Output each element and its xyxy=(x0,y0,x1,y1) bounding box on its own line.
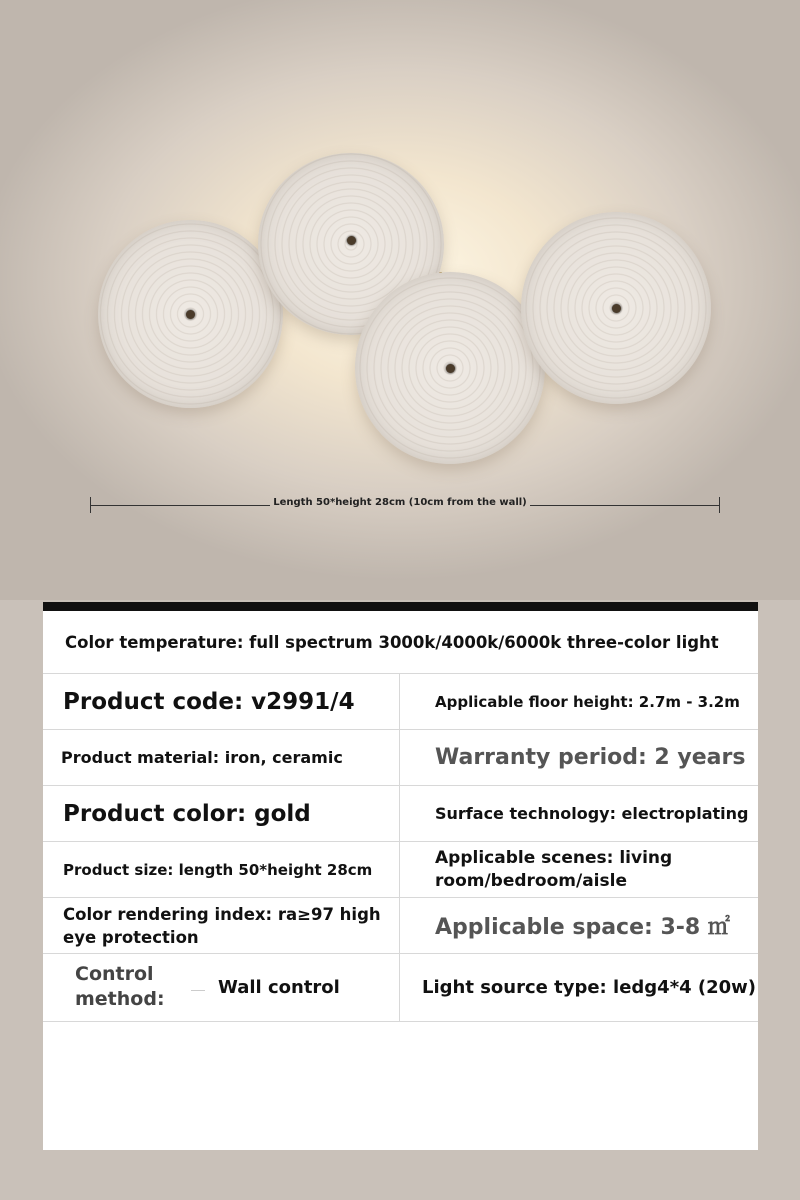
disc-center xyxy=(612,304,621,313)
color-rendering-index: Color rendering index: ra≥97 high eye protection xyxy=(43,898,400,953)
product-size: Product size: length 50*height 28cm xyxy=(43,842,400,897)
spec-table xyxy=(43,602,758,1150)
spec-row xyxy=(43,786,758,842)
product-color: Product color: gold xyxy=(43,786,400,841)
control-method-value: Wall control xyxy=(218,977,340,998)
spec-row xyxy=(43,674,758,730)
warranty-period: Warranty period: 2 years xyxy=(435,745,746,770)
product-code: Product code: v2991/4 xyxy=(43,674,400,729)
spec-row xyxy=(43,842,758,898)
disc-center xyxy=(347,236,356,245)
color-temperature: Color temperature: full spectrum 3000k/4000k/6000k three-color light xyxy=(65,632,719,652)
control-method-label: Control method: xyxy=(75,963,165,1010)
spec-row xyxy=(43,954,758,1022)
lamp-disc-4 xyxy=(521,212,711,404)
dimension-note: Length 50*height 28cm (10cm from the wall) xyxy=(273,497,527,508)
lamp-disc-1 xyxy=(98,220,283,408)
floor-height: Applicable floor height: 2.7m - 3.2m xyxy=(435,692,740,711)
dimension-tick-right xyxy=(719,497,720,513)
dimension-line-left xyxy=(90,505,270,506)
applicable-space: Applicable space: 3-8 ㎡ xyxy=(435,915,730,940)
spec-row xyxy=(43,898,758,954)
surface-technology: Surface technology: electroplating xyxy=(435,804,749,823)
dimension-line-right xyxy=(530,505,720,506)
light-source-type: Light source type: ledg4*4 (20w) xyxy=(422,977,757,998)
control-divider xyxy=(191,990,205,991)
spec-row xyxy=(43,611,758,674)
disc-center xyxy=(446,364,455,373)
control-method-cell xyxy=(43,954,400,1021)
disc-center xyxy=(186,310,195,319)
spec-row xyxy=(43,730,758,786)
product-material: Product material: iron, ceramic xyxy=(43,730,400,785)
applicable-scenes: Applicable scenes: living room/bedroom/aisle xyxy=(435,847,673,891)
lamp-disc-3 xyxy=(355,272,545,464)
